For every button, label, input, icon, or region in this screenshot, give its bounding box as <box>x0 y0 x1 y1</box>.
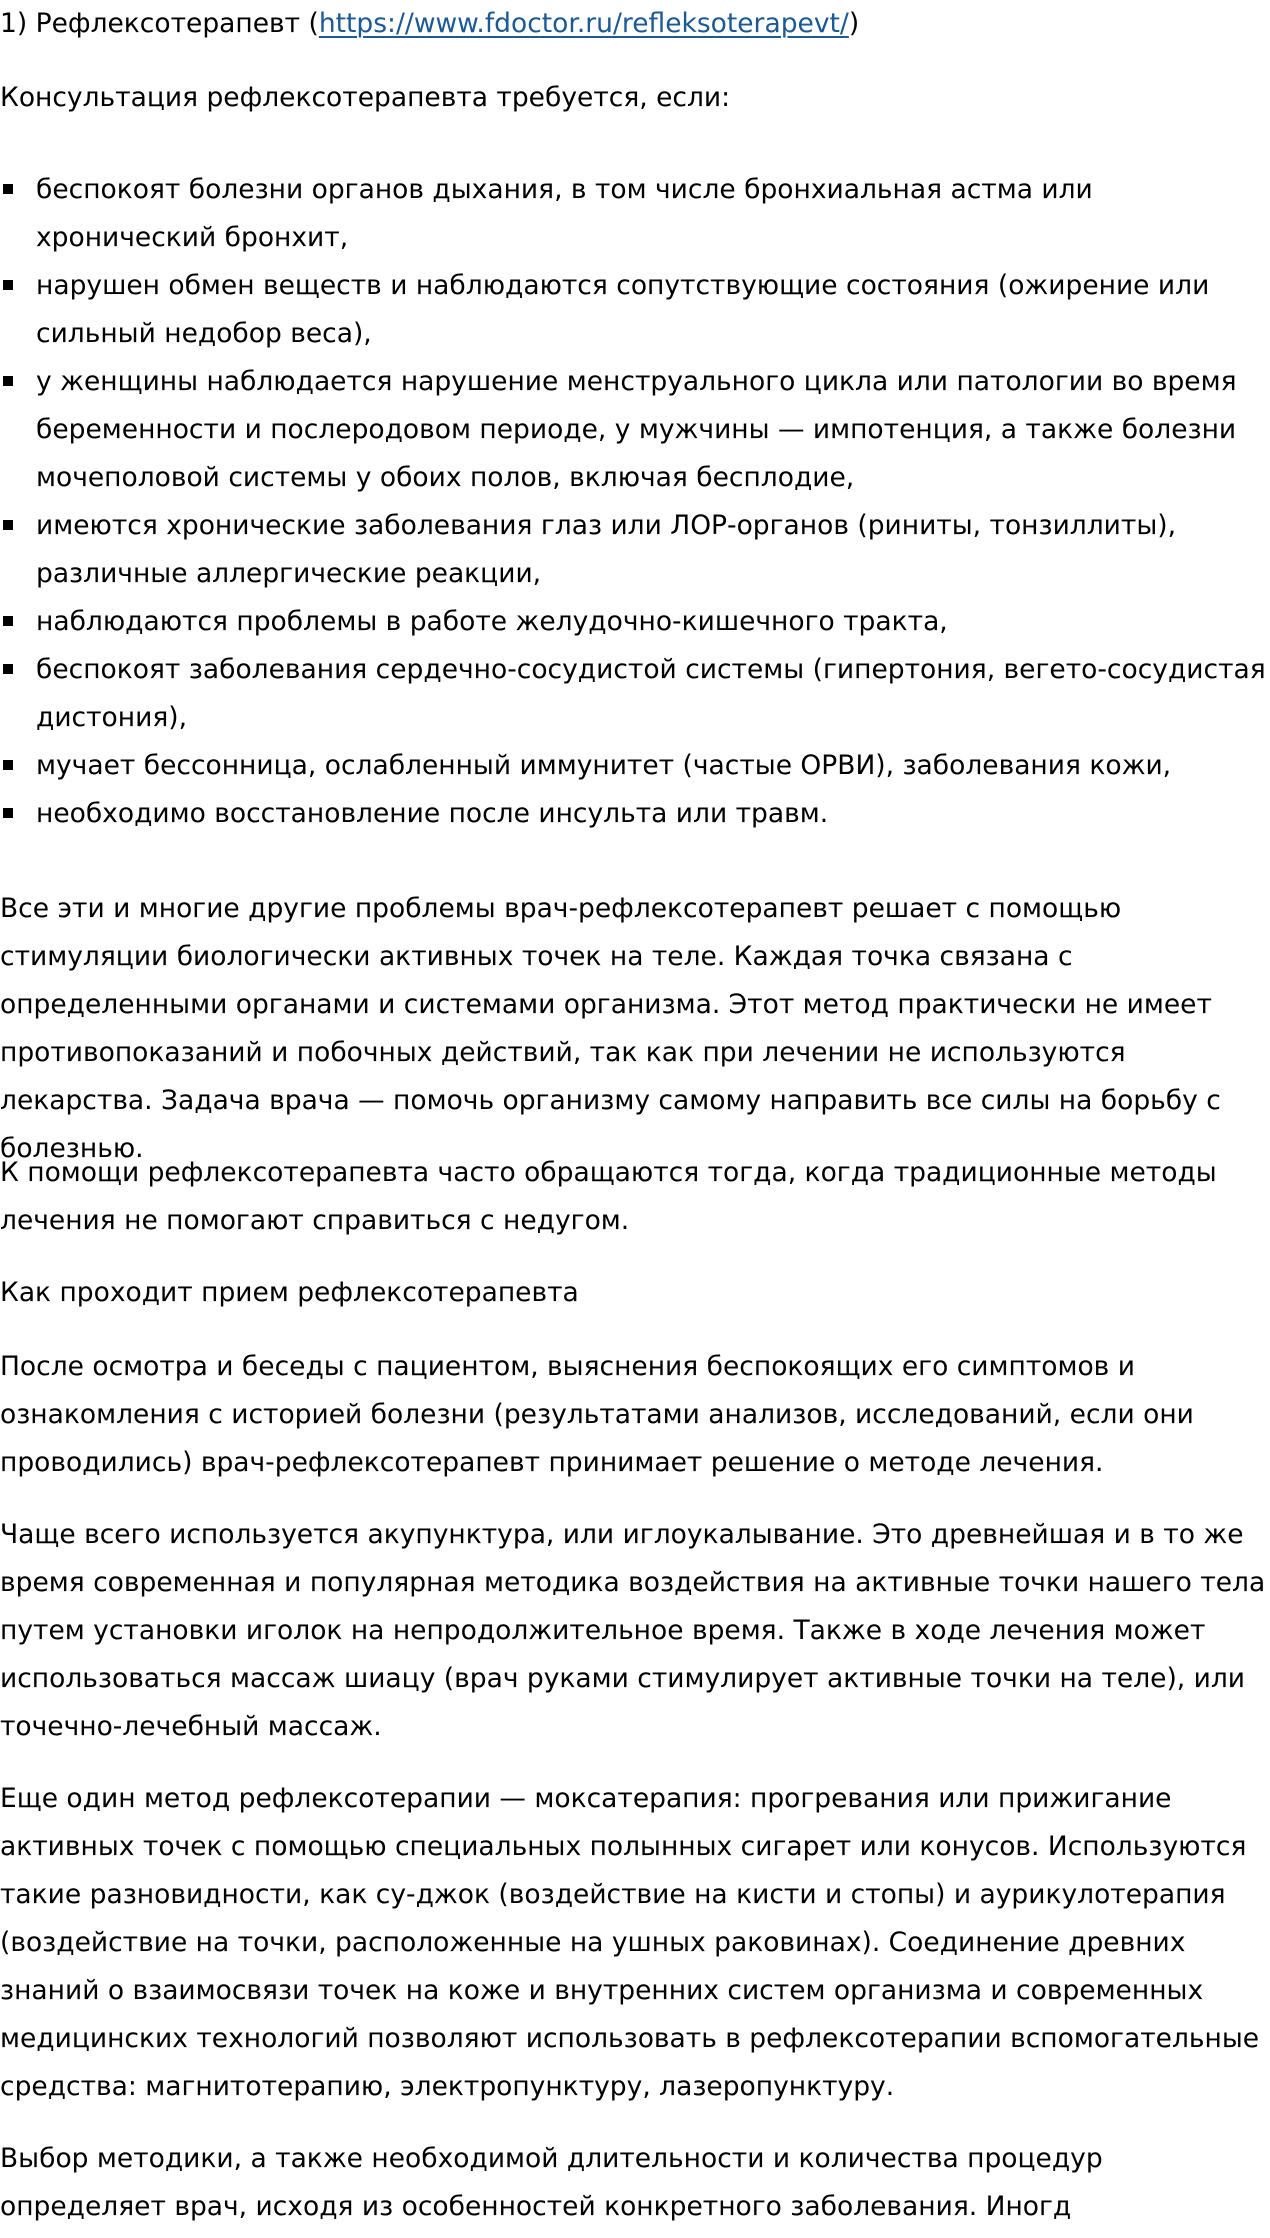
list-item <box>0 502 1270 598</box>
list-item-text: нарушен обмен веществ и наблюдаются сопутствующие состояния (ожирение или сильный недобор веса), <box>36 270 1210 349</box>
list-item <box>0 358 1270 502</box>
list-item <box>0 790 1270 838</box>
bullet-square-icon <box>3 760 13 770</box>
list-item-text: имеются хронические заболевания глаз или ЛОР-органов (риниты, тонзиллиты), различные аллергические реакции, <box>36 510 1177 589</box>
list-item <box>0 262 1270 358</box>
section-title <box>0 0 859 48</box>
paragraph-moxatherapy: Еще один метод рефлексотерапии — моксатерапия: прогревания или прижигание активных точек с помощью специальных полынных сигарет или конусов. Используются такие разновидности, как су-джок (воздействие на кисти и стопы) и аурикулотерапия (воздействие на точки, расположенные на ушных раковинах). Соединение древних знаний о взаимосвязи точек на коже и внутренних систем организма и современных медицинских технологий позволяют использовать в рефлексотерапии вспомогательные средства: магнитотерапию, электропунктуру, лазеропунктуру. <box>0 1783 1260 2102</box>
bullet-square-icon <box>3 520 13 530</box>
title-prefix: 1) Рефлексотерапевт ( <box>0 8 319 39</box>
bullet-square-icon <box>3 616 13 626</box>
bullet-square-icon <box>3 664 13 674</box>
list-item-text: мучает бессонница, ослабленный иммунитет (частые ОРВИ), заболевания кожи, <box>36 750 1172 781</box>
bullet-square-icon <box>3 376 13 386</box>
list-item-text: у женщины наблюдается нарушение менструального цикла или патологии во время беременности и послеродовом периоде, у мужчины — импотенция, а также болезни мочеполовой системы у обоих полов, включая бесплодие, <box>36 366 1237 493</box>
paragraph-overview: Все эти и многие другие проблемы врач-рефлексотерапевт решает с помощью стимуляции биологически активных точек на теле. Каждая точка связана с определенными органами и системами организма. Этот метод практически не имеет противопоказаний и побочных действий, так как при лечении не используются лекарства. Задача врача — помочь организму самому направить все силы на борьбу с болезнью. <box>0 893 1221 1164</box>
paragraph-method-choice: Выбор методики, а также необходимой длительности и количества процедур определяет врач, исходя из особенностей конкретного заболевания. Иногд <box>0 2143 1103 2222</box>
intro-text: Консультация рефлексотерапевта требуется, если: <box>0 82 731 113</box>
bullet-square-icon <box>3 280 13 290</box>
indications-list <box>0 166 1270 838</box>
list-item-text: беспокоят болезни органов дыхания, в том числе бронхиальная астма или хронический бронхит, <box>36 174 1093 253</box>
paragraph-acupuncture: Чаще всего используется акупунктура, или иглоукалывание. Это древнейшая и в то же время современная и популярная методика воздействия на активные точки нашего тела путем установки иголок на непродолжительное время. Также в ходе лечения может использоваться массаж шиацу (врач руками стимулирует активные точки на теле), или точечно-лечебный массаж. <box>0 1519 1266 1742</box>
list-item <box>0 742 1270 790</box>
source-link[interactable]: https://www.fdoctor.ru/refleksoterapevt/ <box>318 8 849 39</box>
list-item <box>0 598 1270 646</box>
section-heading: Как проходит прием рефлексотерапевта <box>0 1277 579 1308</box>
bullet-square-icon <box>3 184 13 194</box>
list-item <box>0 646 1270 742</box>
list-item-text: наблюдаются проблемы в работе желудочно-кишечного тракта, <box>36 606 948 637</box>
list-item <box>0 166 1270 262</box>
bullet-square-icon <box>3 808 13 818</box>
title-suffix: ) <box>848 8 860 39</box>
paragraph-when-to-consult: К помощи рефлексотерапевта часто обращаются тогда, когда традиционные методы лечения не помогают справиться с недугом. <box>0 1157 1217 1236</box>
list-item-text: беспокоят заболевания сердечно-сосудистой системы (гипертония, вегето-сосудистая дистония), <box>36 654 1266 733</box>
list-item-text: необходимо восстановление после инсульта или травм. <box>36 798 829 829</box>
paragraph-examination: После осмотра и беседы с пациентом, выяснения беспокоящих его симптомов и ознакомления с историей болезни (результатами анализов, исследований, если они проводились) врач-рефлексотерапевт принимает решение о методе лечения. <box>0 1351 1194 1478</box>
